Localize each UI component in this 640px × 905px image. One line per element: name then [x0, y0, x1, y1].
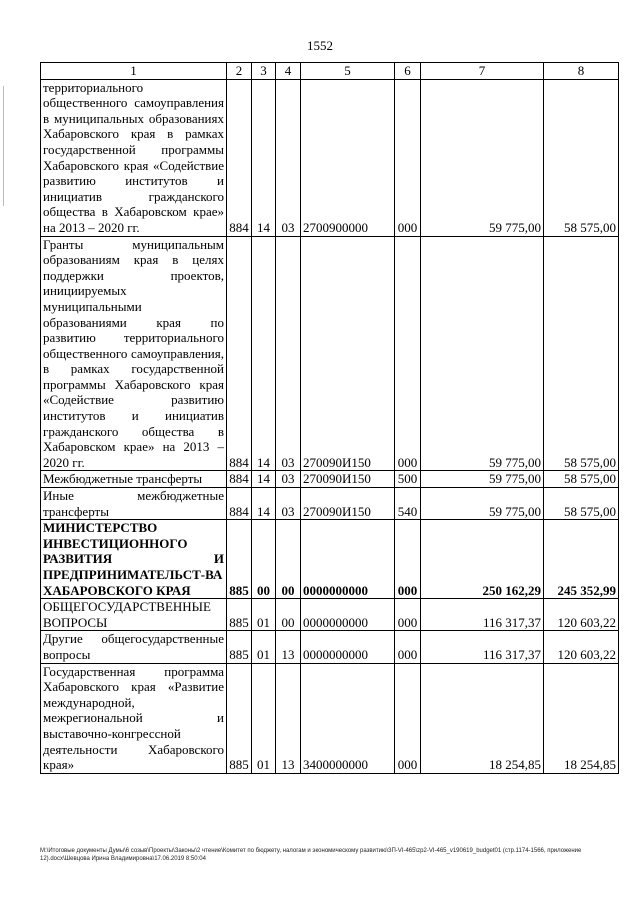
- row-c3: 14: [252, 236, 276, 471]
- row-c6: 000: [395, 520, 421, 599]
- table-row: [41, 663, 619, 773]
- row-c6: 540: [395, 488, 421, 520]
- table-row: [41, 631, 619, 663]
- table-row: [41, 488, 619, 520]
- row-c5: 3400000000: [301, 663, 395, 773]
- table-row: [41, 471, 619, 488]
- row-c3: 01: [252, 663, 276, 773]
- row-c8: 58 575,00: [544, 79, 619, 236]
- row-c4: 13: [276, 663, 301, 773]
- header-col-1: 1: [41, 63, 227, 80]
- row-name: Гранты муниципальным образованиям края в целях поддержки проектов, инициируемых муниципальными образованиями края по развитию территориального общественного самоуправления, в рамках государственной программы Хабаровского края «Содействие развитию институтов и инициатив гражданского общества в Хабаровском крае» на 2013 – 2020 гг.: [41, 236, 227, 471]
- row-c5: 270090И150: [301, 471, 395, 488]
- row-c4: 03: [276, 79, 301, 236]
- header-col-5: 5: [301, 63, 395, 80]
- header-col-4: 4: [276, 63, 301, 80]
- header-col-8: 8: [544, 63, 619, 80]
- row-c6: 000: [395, 236, 421, 471]
- row-c3: 14: [252, 471, 276, 488]
- row-c5: 270090И150: [301, 488, 395, 520]
- row-c6: 000: [395, 79, 421, 236]
- row-c5: 270090И150: [301, 236, 395, 471]
- row-name: Другие общегосударственные вопросы: [41, 631, 227, 663]
- table-row-ministry: [41, 520, 619, 599]
- row-name: территориального общественного самоуправления в муниципальных образованиях Хабаровского края в рамках государственной программы Хабаровского края «Содействие развитию институтов и инициатив гражданского общества в Хабаровском крае» на 2013 – 2020 гг.: [41, 79, 227, 236]
- row-c5: 0000000000: [301, 520, 395, 599]
- page-number: 1552: [307, 38, 333, 53]
- row-c7: 59 775,00: [421, 79, 544, 236]
- row-name: МИНИСТЕРСТВО ИНВЕСТИЦИОННОГО РАЗВИТИЯ И ПРЕДПРИНИМАТЕЛЬСТ-ВА ХАБАРОВСКОГО КРАЯ: [41, 520, 227, 599]
- table-row: [41, 599, 619, 631]
- header-col-7: 7: [421, 63, 544, 80]
- row-c3: 01: [252, 599, 276, 631]
- row-c3: 00: [252, 520, 276, 599]
- row-c6: 500: [395, 471, 421, 488]
- row-c7: 59 775,00: [421, 488, 544, 520]
- row-c8: 58 575,00: [544, 471, 619, 488]
- header-col-3: 3: [252, 63, 276, 80]
- row-c4: 03: [276, 471, 301, 488]
- document-footer-path: M:\Итоговые документы Думы\6 созыв\Проекты\Законы\2 чтение\Комитет по бюджету, налогам и экономическому развитию\3П-VI-465\zp2-VI-465_v190619_budget01 (стр.1174-1566, приложение 12).docx\Шевцова Ирина Владимировна\17.06.2019 8:50:04: [40, 848, 582, 862]
- header-col-2: 2: [227, 63, 252, 80]
- header-col-6: 6: [395, 63, 421, 80]
- row-c2: 884: [227, 236, 252, 471]
- row-c3: 14: [252, 488, 276, 520]
- row-c3: 01: [252, 631, 276, 663]
- row-name: Государственная программа Хабаровского края «Развитие международной, межрегиональной и выставочно-конгрессной деятельности Хабаровского края»: [41, 663, 227, 773]
- table-row: [41, 79, 619, 236]
- row-c8: 58 575,00: [544, 488, 619, 520]
- row-c2: 884: [227, 488, 252, 520]
- row-c4: 03: [276, 236, 301, 471]
- row-c4: 03: [276, 488, 301, 520]
- row-c4: 00: [276, 520, 301, 599]
- row-c7: 116 317,37: [421, 631, 544, 663]
- margin-rule: [3, 86, 4, 206]
- row-c5: 2700900000: [301, 79, 395, 236]
- row-c7: 116 317,37: [421, 599, 544, 631]
- row-c8: 245 352,99: [544, 520, 619, 599]
- table-row: [41, 236, 619, 471]
- row-c8: 58 575,00: [544, 236, 619, 471]
- row-c6: 000: [395, 599, 421, 631]
- row-c6: 000: [395, 663, 421, 773]
- row-c3: 14: [252, 79, 276, 236]
- row-c2: 885: [227, 599, 252, 631]
- header-row: [41, 63, 619, 80]
- row-c2: 884: [227, 471, 252, 488]
- row-c2: 884: [227, 79, 252, 236]
- row-name: Межбюджетные трансферты: [41, 471, 227, 488]
- budget-table: [40, 62, 619, 774]
- row-c4: 13: [276, 631, 301, 663]
- row-c7: 59 775,00: [421, 236, 544, 471]
- row-c4: 00: [276, 599, 301, 631]
- row-c2: 885: [227, 520, 252, 599]
- row-c5: 0000000000: [301, 631, 395, 663]
- row-c2: 885: [227, 663, 252, 773]
- row-c8: 120 603,22: [544, 599, 619, 631]
- row-c6: 000: [395, 631, 421, 663]
- row-c7: 18 254,85: [421, 663, 544, 773]
- row-c8: 120 603,22: [544, 631, 619, 663]
- row-c2: 885: [227, 631, 252, 663]
- row-c7: 59 775,00: [421, 471, 544, 488]
- row-name: ОБЩЕГОСУДАРСТВЕННЫЕ ВОПРОСЫ: [41, 599, 227, 631]
- row-c5: 0000000000: [301, 599, 395, 631]
- row-c8: 18 254,85: [544, 663, 619, 773]
- row-c7: 250 162,29: [421, 520, 544, 599]
- row-name: Иные межбюджетные трансферты: [41, 488, 227, 520]
